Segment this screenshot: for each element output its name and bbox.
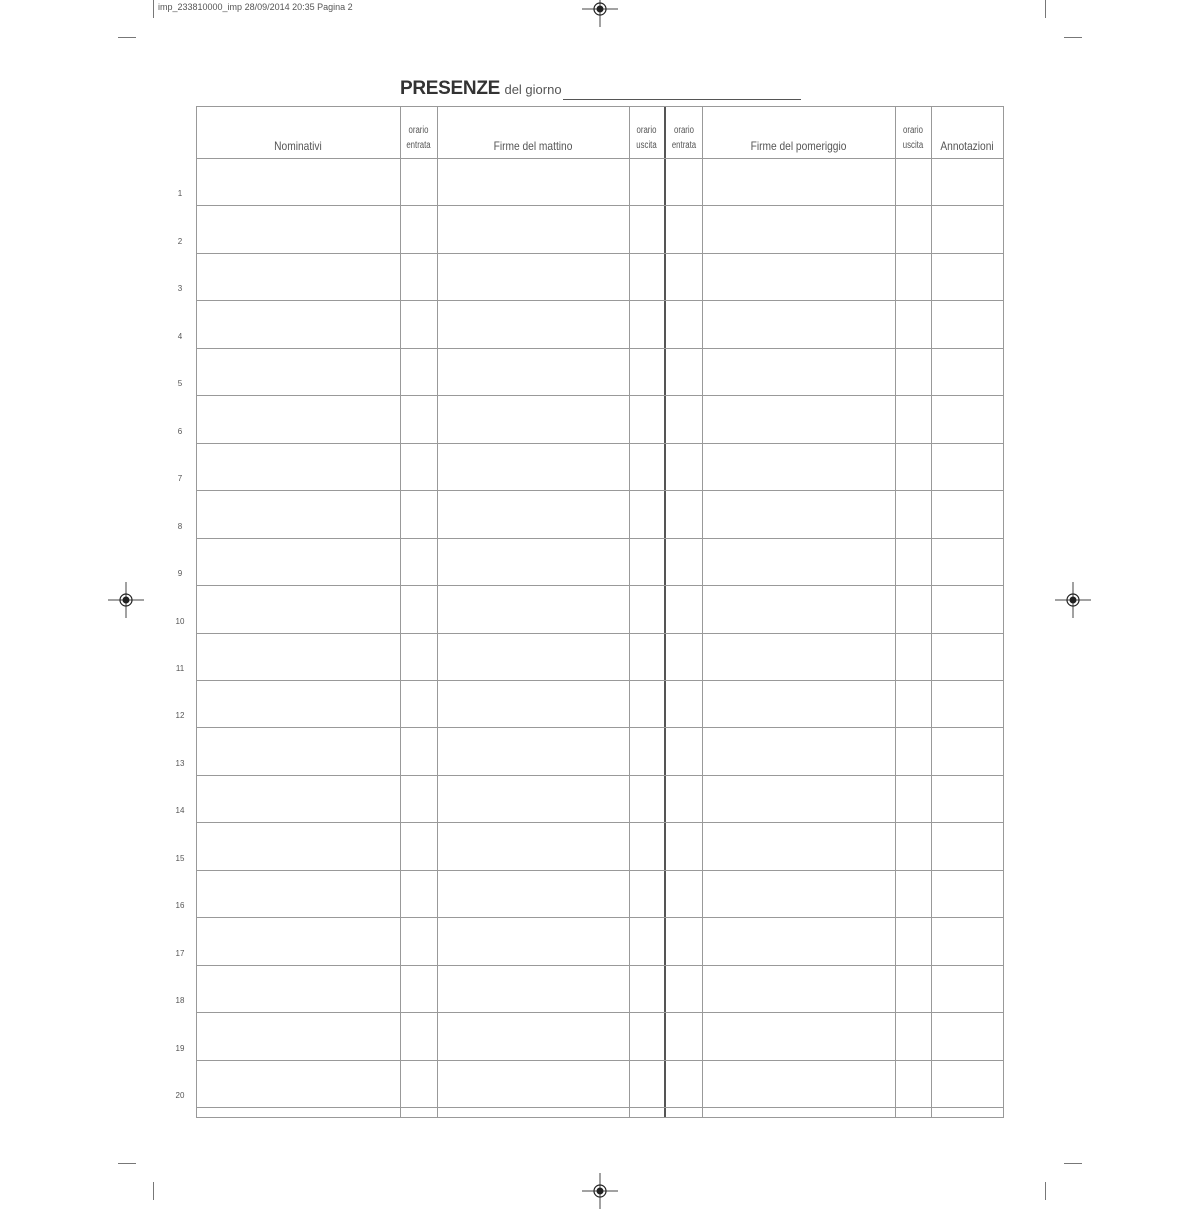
header-label: orario xyxy=(674,125,694,136)
row-number: 5 xyxy=(177,379,183,388)
row-line xyxy=(196,680,1004,681)
column-divider xyxy=(196,106,197,1118)
row-number: 1 xyxy=(177,189,183,198)
header-label: orario xyxy=(903,125,923,136)
row-line xyxy=(196,822,1004,823)
row-number: 4 xyxy=(177,332,183,341)
row-number: 6 xyxy=(177,427,183,436)
header-label: entrata xyxy=(671,140,697,151)
header-firme-mattino: Firme del mattino xyxy=(493,139,573,153)
header-orario-entrata-2 xyxy=(670,123,698,153)
row-line xyxy=(196,585,1004,586)
column-divider xyxy=(1003,106,1004,1118)
registration-mark-icon xyxy=(580,1171,620,1211)
row-number: 9 xyxy=(177,569,183,578)
row-number: 18 xyxy=(175,996,185,1005)
column-divider xyxy=(895,106,896,1118)
registration-mark-icon xyxy=(106,580,146,620)
row-line xyxy=(196,253,1004,254)
header-label: uscita xyxy=(636,140,657,151)
date-fill-line xyxy=(563,99,801,100)
row-line xyxy=(196,727,1004,728)
row-number: 13 xyxy=(175,759,185,768)
table-border xyxy=(196,106,1004,107)
row-line xyxy=(196,490,1004,491)
table-border xyxy=(196,1117,1004,1118)
attendance-sheet xyxy=(196,106,1004,1118)
crop-mark xyxy=(1064,1163,1082,1164)
row-number: 15 xyxy=(175,854,185,863)
row-line xyxy=(196,965,1004,966)
row-number: 16 xyxy=(175,901,185,910)
row-line xyxy=(196,633,1004,634)
center-divider xyxy=(664,106,666,1118)
row-number: 3 xyxy=(177,284,183,293)
title-rest: del giorno xyxy=(504,82,562,97)
page-title xyxy=(400,78,562,100)
row-line xyxy=(196,917,1004,918)
registration-mark-icon xyxy=(1053,580,1093,620)
header-label: orario xyxy=(636,125,657,136)
row-number: 19 xyxy=(175,1044,185,1053)
crop-mark xyxy=(1045,0,1046,18)
header-label: orario xyxy=(408,125,429,136)
row-line xyxy=(196,205,1004,206)
header-nominativi: Nominativi xyxy=(274,139,322,153)
row-number: 10 xyxy=(175,617,185,626)
row-line xyxy=(196,300,1004,301)
column-divider xyxy=(629,106,630,1118)
header-orario-uscita-2 xyxy=(899,123,927,153)
header-label: entrata xyxy=(406,140,431,151)
crop-mark xyxy=(153,0,154,18)
column-divider xyxy=(400,106,401,1118)
crop-mark xyxy=(118,1163,136,1164)
column-divider xyxy=(931,106,932,1118)
crop-mark xyxy=(1064,37,1082,38)
header-label: uscita xyxy=(902,140,924,151)
registration-mark-icon xyxy=(580,0,620,29)
row-line xyxy=(196,348,1004,349)
row-line xyxy=(196,775,1004,776)
title-bold: PRESENZE xyxy=(400,78,501,99)
row-number: 11 xyxy=(175,664,185,673)
row-number: 17 xyxy=(175,949,185,958)
row-number: 2 xyxy=(177,237,183,246)
row-line xyxy=(196,443,1004,444)
header-orario-entrata-1 xyxy=(404,123,433,153)
printer-slug: imp_233810000_imp 28/09/2014 20:35 Pagina 2 xyxy=(158,2,353,12)
row-line xyxy=(196,395,1004,396)
row-line xyxy=(196,538,1004,539)
row-line xyxy=(196,158,1004,159)
header-annotazioni: Annotazioni xyxy=(940,139,994,153)
row-number: 12 xyxy=(175,711,185,720)
row-line xyxy=(196,870,1004,871)
crop-mark xyxy=(118,37,136,38)
column-divider xyxy=(702,106,703,1118)
row-line xyxy=(196,1012,1004,1013)
header-orario-uscita-1 xyxy=(633,123,660,153)
crop-mark xyxy=(153,1182,154,1200)
crop-mark xyxy=(1045,1182,1046,1200)
row-line xyxy=(196,1107,1004,1108)
column-divider xyxy=(437,106,438,1118)
header-firme-pomeriggio: Firme del pomeriggio xyxy=(750,139,847,153)
row-number: 20 xyxy=(175,1091,185,1100)
row-line xyxy=(196,1060,1004,1061)
row-number: 8 xyxy=(177,522,183,531)
row-number: 14 xyxy=(175,806,185,815)
row-number: 7 xyxy=(177,474,183,483)
